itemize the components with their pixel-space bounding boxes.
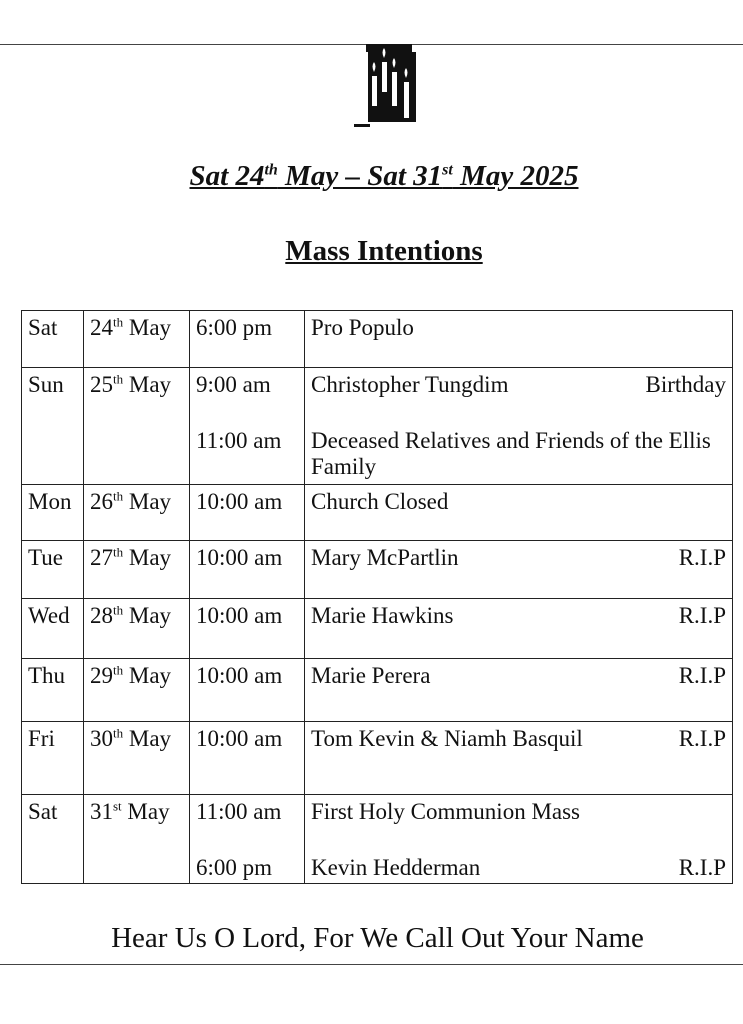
footer-prayer: Hear Us O Lord, For We Call Out Your Name xyxy=(111,922,644,954)
table-row xyxy=(22,541,733,599)
table-row xyxy=(22,311,733,368)
day-cell: Wed xyxy=(22,599,84,659)
day-cell: Thu xyxy=(22,659,84,722)
candles-logo-icon xyxy=(352,44,418,132)
date-cell: 25th May xyxy=(84,368,190,485)
mass-intentions-table xyxy=(21,310,733,884)
time-cell: 11:00 am 6:00 pm xyxy=(190,795,305,884)
table-row xyxy=(22,599,733,659)
day-cell: Fri xyxy=(22,722,84,795)
date-cell: 24th May xyxy=(84,311,190,368)
date-cell: 28th May xyxy=(84,599,190,659)
intention-cell: Mary McPartlin R.I.P xyxy=(305,541,733,599)
intention-cell: Tom Kevin & Niamh Basquil R.I.P xyxy=(305,722,733,795)
time-cell: 10:00 am xyxy=(190,541,305,599)
date-cell: 30th May xyxy=(84,722,190,795)
intention-cell: Christopher Tungdim Birthday Deceased Relatives and Friends of the Ellis Family xyxy=(305,368,733,485)
page-title: Mass Intentions xyxy=(285,235,483,267)
date-cell: 26th May xyxy=(84,485,190,541)
time-cell: 9:00 am 11:00 am xyxy=(190,368,305,485)
table-row xyxy=(22,722,733,795)
intention-cell: Pro Populo xyxy=(305,311,733,368)
time-cell: 10:00 am xyxy=(190,722,305,795)
day-cell: Mon xyxy=(22,485,84,541)
time-cell: 6:00 pm xyxy=(190,311,305,368)
bottom-rule xyxy=(0,964,743,965)
table-row xyxy=(22,368,733,485)
intention-cell: First Holy Communion Mass Kevin Hedderman R.I.P xyxy=(305,795,733,884)
table-row xyxy=(22,659,733,722)
intention-cell: Marie Perera R.I.P xyxy=(305,659,733,722)
date-cell: 31st May xyxy=(84,795,190,884)
table-row xyxy=(22,485,733,541)
table-row xyxy=(22,795,733,884)
day-cell: Sat xyxy=(22,311,84,368)
day-cell: Sun xyxy=(22,368,84,485)
date-cell: 27th May xyxy=(84,541,190,599)
time-cell: 10:00 am xyxy=(190,659,305,722)
day-cell: Sat xyxy=(22,795,84,884)
day-cell: Tue xyxy=(22,541,84,599)
intention-cell: Marie Hawkins R.I.P xyxy=(305,599,733,659)
date-cell: 29th May xyxy=(84,659,190,722)
date-range-heading: Sat 24th May – Sat 31st May 2025 xyxy=(189,160,579,192)
intention-cell: Church Closed xyxy=(305,485,733,541)
time-cell: 10:00 am xyxy=(190,599,305,659)
time-cell: 10:00 am xyxy=(190,485,305,541)
